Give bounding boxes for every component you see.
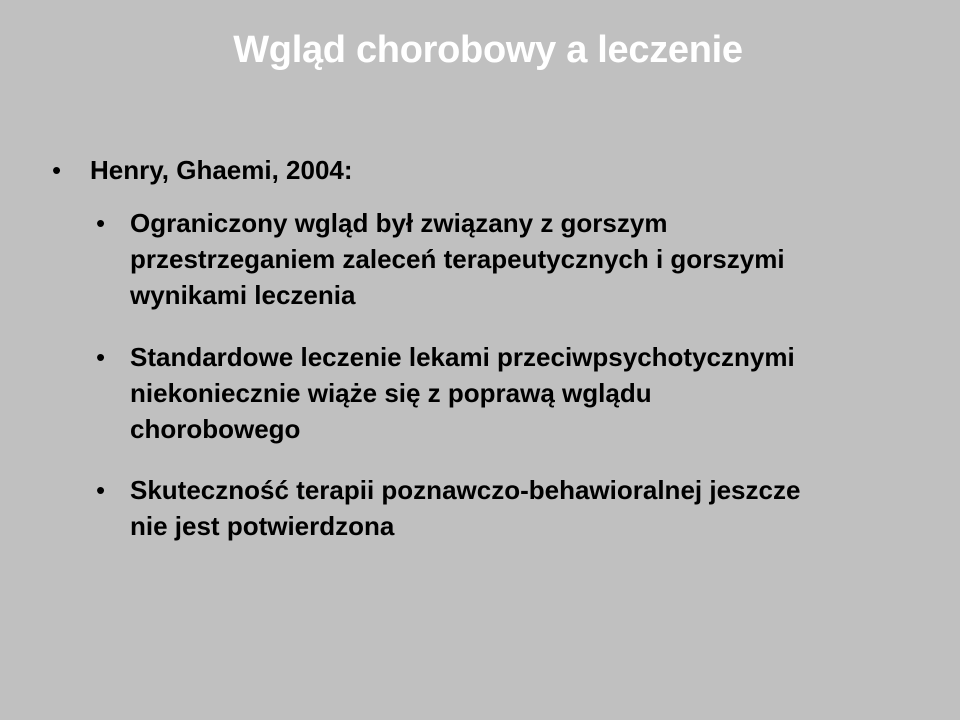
sub-bullet-item-3 (96, 472, 870, 544)
main-bullet-item (52, 152, 910, 188)
main-bullet-text: Henry, Ghaemi, 2004: (90, 155, 353, 185)
sub-bullet-item-1 (96, 205, 870, 313)
sub-bullet-line: przestrzeganiem zaleceń terapeutycznych i gorszymi (130, 244, 785, 274)
sub-bullet-line: Skuteczność terapii poznawczo-behawioralnej jeszcze (130, 475, 801, 505)
sub-bullet-line: nie jest potwierdzona (130, 511, 395, 541)
sub-bullet-item-2 (96, 339, 870, 447)
bullet-icon: • (96, 342, 106, 372)
slide-title: Wgląd chorobowy a leczenie (233, 29, 743, 71)
sub-bullet-line: Ograniczony wgląd był związany z gorszym (130, 208, 668, 238)
sub-bullet-line: chorobowego (130, 414, 301, 444)
sub-bullet-line: Standardowe leczenie lekami przeciwpsychotycznymi (130, 342, 795, 372)
bullet-icon: • (96, 208, 106, 238)
bullet-icon: • (52, 155, 62, 185)
sub-bullet-line: niekoniecznie wiąże się z poprawą wglądu (130, 378, 652, 408)
bullet-icon: • (96, 475, 106, 505)
sub-bullet-line: wynikami leczenia (130, 280, 356, 310)
